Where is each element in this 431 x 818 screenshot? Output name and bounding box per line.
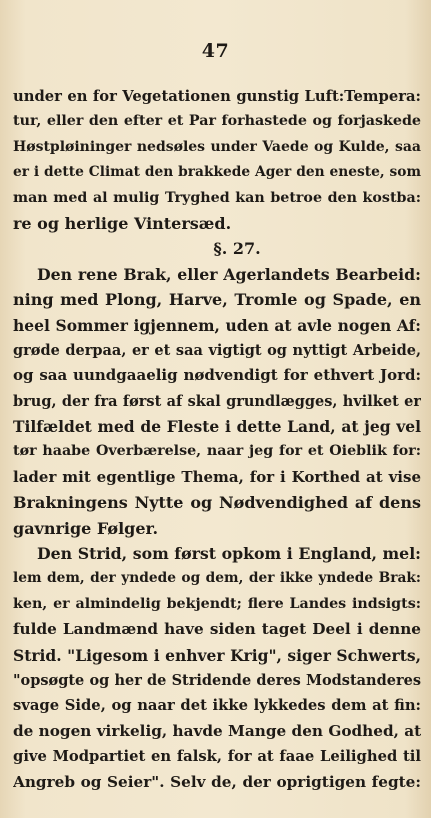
text-line: de nogen virkelig, havde Mange den Godhed, at <box>13 721 421 740</box>
text-line: fulde Landmænd have siden taget Deel i denne <box>13 620 421 639</box>
text-line: Angreb og Seier". Selv de, der oprigtigen fegte: <box>13 772 421 791</box>
text-line: og saa uundgaaelig nødvendigt for ethvert Jord: <box>13 366 421 385</box>
text-line: ning med Plong, Harve, Tromle og Spade, en <box>13 290 421 310</box>
text-line: lader mit egentlige Thema, for i Korthed at vise <box>13 467 421 486</box>
text-line: under en for Vegetationen gunstig Luft:Tempera: <box>13 88 421 105</box>
body-text <box>13 84 421 795</box>
text-line: man med al mulig Tryghed kan betroe den kostba: <box>13 189 421 206</box>
text-line: lem dem, der yndede og dem, der ikke yndede Brak: <box>13 570 421 587</box>
text-line: Brakningens Nytte og Nødvendighed af dens <box>13 493 421 513</box>
text-line: svage Side, og naar det ikke lykkedes dem at fin: <box>13 697 421 715</box>
text-line: "opsøgte og her de Stridende deres Modstanderes <box>13 671 421 689</box>
text-line: heel Sommer igjennem, uden at avle nogen Af: <box>13 315 421 335</box>
text-line: tør haabe Overbærelse, naar jeg for et Oieblik for: <box>13 443 421 460</box>
text-line: Høstpløininger nedsøles under Vaede og Kulde, saa <box>13 138 421 155</box>
text-line: gavnrige Følger. <box>13 518 159 538</box>
text-line: tur, eller den efter et Par forhastede og forjaskede <box>13 113 421 130</box>
text-line: Tilfældet med de Fleste i dette Land, at jeg vel <box>13 417 421 437</box>
text-line: ken, er almindelig bekjendt; flere Landes indsigts: <box>13 595 421 612</box>
text-line: re og herlige Vintersæd. <box>13 213 232 233</box>
text-line: Den Strid, som først opkom i England, mel: <box>37 544 421 564</box>
section-heading: §. 27. <box>213 239 261 259</box>
page-number: 47 <box>201 40 230 62</box>
text-line: Strid. "Ligesom i enhver Krig", siger Schwerts, <box>13 645 421 665</box>
text-line: Den rene Brak, eller Agerlandets Bearbeid: <box>37 264 421 284</box>
text-line: give Modpartiet en falsk, for at faae Leilighed til <box>13 748 421 766</box>
text-line: grøde derpaa, er et saa vigtigt og nyttigt Arbeide, <box>13 341 421 359</box>
text-line: er i dette Climat den brakkede Ager den eneste, som <box>13 164 421 181</box>
text-line: brug, der fra først af skal grundlægges, hvilket er <box>13 392 421 410</box>
